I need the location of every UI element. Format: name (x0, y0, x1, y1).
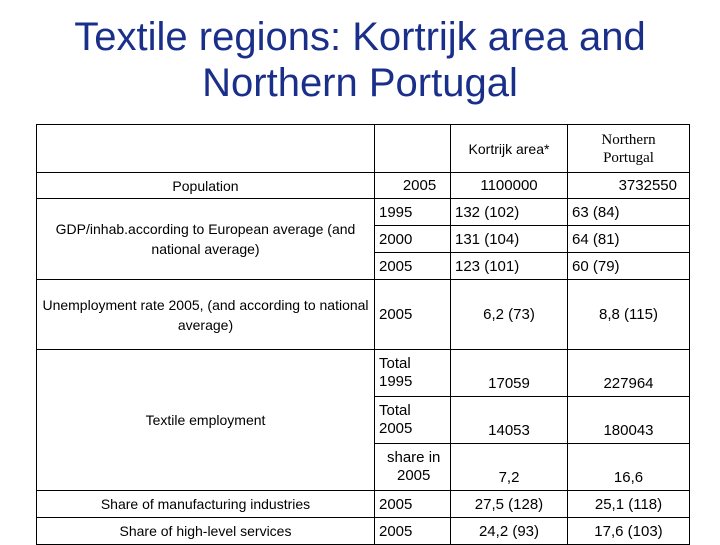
services-row (37, 518, 690, 545)
manufacturing-year: 2005 (375, 491, 451, 518)
header-portugal (568, 125, 690, 173)
population-row (37, 173, 690, 199)
unemployment-label: Unemployment rate 2005, (and according to national average) (37, 280, 375, 350)
textile-period-1-line-1: Total (379, 355, 411, 372)
services-kortrijk: 24,2 (93) (451, 518, 568, 545)
gdp-year-2: 2000 (375, 226, 451, 253)
textile-portugal-1: 227964 (568, 350, 690, 397)
manufacturing-portugal: 25,1 (118) (568, 491, 690, 518)
unemployment-year: 2005 (375, 280, 451, 350)
manufacturing-label: Share of manufacturing industries (37, 491, 375, 518)
population-portugal: 3732550 (568, 173, 690, 199)
slide-title-line-1: Textile regions: Kortrijk area and (74, 15, 646, 59)
population-year: 2005 (375, 173, 451, 199)
textile-period-1-line-2: 1995 (379, 373, 413, 390)
textile-period-3-line-2: 2005 (397, 467, 431, 484)
textile-row-1 (37, 350, 690, 397)
textile-period-2 (375, 397, 451, 444)
manufacturing-kortrijk: 27,5 (128) (451, 491, 568, 518)
textile-label: Textile employment (37, 350, 375, 491)
services-portugal: 17,6 (103) (568, 518, 690, 545)
gdp-row-1 (37, 199, 690, 226)
gdp-portugal-1: 63 (84) (568, 199, 690, 226)
population-kortrijk: 1100000 (451, 173, 568, 199)
textile-period-2-line-1: Total (379, 402, 411, 419)
gdp-kortrijk-3: 123 (101) (451, 253, 568, 280)
textile-period-3 (375, 444, 451, 491)
textile-portugal-3: 16,6 (568, 444, 690, 491)
gdp-year-3: 2005 (375, 253, 451, 280)
gdp-portugal-2: 64 (81) (568, 226, 690, 253)
gdp-portugal-3: 60 (79) (568, 253, 690, 280)
unemployment-row (37, 280, 690, 350)
header-kortrijk: Kortrijk area* (451, 125, 568, 173)
slide-title (0, 14, 720, 106)
services-year: 2005 (375, 518, 451, 545)
textile-period-3-line-1: share in (387, 449, 441, 466)
textile-kortrijk-2: 14053 (451, 397, 568, 444)
header-portugal-line-1: Northern (601, 131, 656, 148)
gdp-kortrijk-2: 131 (104) (451, 226, 568, 253)
header-row (37, 125, 690, 173)
header-empty-year (375, 125, 451, 173)
gdp-year-1: 1995 (375, 199, 451, 226)
textile-portugal-2: 180043 (568, 397, 690, 444)
services-label: Share of high-level services (37, 518, 375, 545)
unemployment-portugal: 8,8 (115) (568, 280, 690, 350)
population-label: Population (37, 173, 375, 199)
header-empty-label (37, 125, 375, 173)
textile-kortrijk-3: 7,2 (451, 444, 568, 491)
textile-period-2-line-2: 2005 (379, 420, 413, 437)
data-table (36, 124, 690, 545)
gdp-kortrijk-1: 132 (102) (451, 199, 568, 226)
manufacturing-row (37, 491, 690, 518)
textile-kortrijk-1: 17059 (451, 350, 568, 397)
slide-title-line-2: Northern Portugal (202, 61, 518, 105)
header-portugal-line-2: Portugal (603, 149, 654, 166)
textile-period-1 (375, 350, 451, 397)
unemployment-kortrijk: 6,2 (73) (451, 280, 568, 350)
gdp-label: GDP/inhab.according to European average (and national average) (37, 199, 375, 280)
